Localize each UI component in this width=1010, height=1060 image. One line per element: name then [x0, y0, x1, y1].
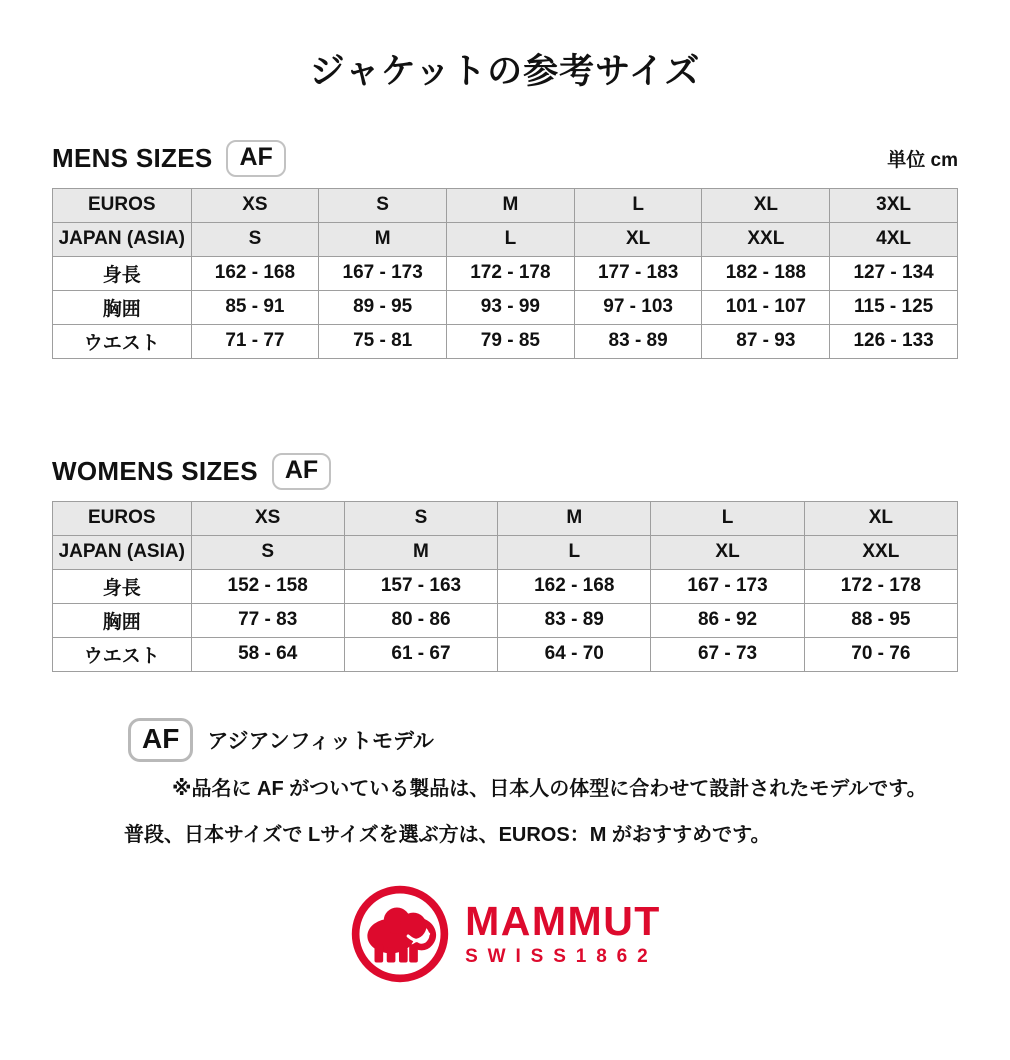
value-cell: 83 - 89	[498, 603, 651, 637]
value-cell: S	[191, 222, 319, 256]
value-cell: M	[319, 222, 447, 256]
size-header-row	[53, 222, 958, 256]
af-legend-row	[120, 718, 958, 762]
unit-label: 単位 cm	[887, 149, 958, 171]
value-cell: XXL	[702, 222, 830, 256]
value-cell: 167 - 173	[651, 569, 804, 603]
value-cell: 58 - 64	[191, 637, 344, 671]
womens-size-table	[52, 501, 958, 672]
row-label-cell: ウエスト	[53, 637, 192, 671]
value-cell: 83 - 89	[574, 324, 702, 358]
value-cell: 172 - 178	[804, 569, 957, 603]
value-cell: 157 - 163	[344, 569, 497, 603]
value-cell: 87 - 93	[702, 324, 830, 358]
row-label-cell: 胸囲	[53, 290, 192, 324]
value-cell: L	[574, 188, 702, 222]
footnote-note1: ※品名に AF がついている製品は、日本人の体型に合わせて設計されたモデルです。	[172, 777, 927, 800]
value-cell: 70 - 76	[804, 637, 957, 671]
value-cell: 85 - 91	[191, 290, 319, 324]
value-cell: 80 - 86	[344, 603, 497, 637]
value-cell: 88 - 95	[804, 603, 957, 637]
value-cell: 127 - 134	[830, 256, 958, 290]
value-cell: S	[344, 501, 497, 535]
value-cell: XL	[574, 222, 702, 256]
footnote-note2: 普段、日本サイズで Lサイズを選ぶ方は、EUROS：M がおすすめです。	[124, 823, 771, 846]
value-cell: 4XL	[830, 222, 958, 256]
value-cell: XS	[191, 188, 319, 222]
value-cell: M	[344, 535, 497, 569]
value-cell: 61 - 67	[344, 637, 497, 671]
value-cell: 152 - 158	[191, 569, 344, 603]
value-cell: 177 - 183	[574, 256, 702, 290]
value-cell: XL	[651, 535, 804, 569]
row-label-cell: 身長	[53, 256, 192, 290]
size-data-row	[53, 603, 958, 637]
row-label-cell: 身長	[53, 569, 192, 603]
mens-section	[52, 140, 958, 359]
mammut-mammoth-icon	[349, 883, 451, 985]
value-cell: XXL	[804, 535, 957, 569]
size-chart-page	[0, 50, 1010, 1060]
value-cell: 162 - 168	[498, 569, 651, 603]
logo-sub-text: SWISS1862	[465, 946, 658, 968]
value-cell: 89 - 95	[319, 290, 447, 324]
value-cell: 3XL	[830, 188, 958, 222]
mammut-wordmark	[465, 898, 661, 968]
mens-heading: MENS SIZES	[52, 142, 213, 173]
value-cell: 182 - 188	[702, 256, 830, 290]
value-cell: 162 - 168	[191, 256, 319, 290]
size-data-row	[53, 256, 958, 290]
value-cell: 64 - 70	[498, 637, 651, 671]
row-label-cell: JAPAN (ASIA)	[53, 222, 192, 256]
row-label-cell: EUROS	[53, 501, 192, 535]
row-label-cell: EUROS	[53, 188, 192, 222]
size-header-row	[53, 535, 958, 569]
value-cell: 75 - 81	[319, 324, 447, 358]
af-badge-legend: AF	[128, 718, 193, 762]
value-cell: S	[191, 535, 344, 569]
row-label-cell: ウエスト	[53, 324, 192, 358]
size-header-row	[53, 188, 958, 222]
mens-size-table	[52, 188, 958, 359]
value-cell: 126 - 133	[830, 324, 958, 358]
value-cell: 101 - 107	[702, 290, 830, 324]
value-cell: XL	[702, 188, 830, 222]
size-header-row	[53, 501, 958, 535]
value-cell: 93 - 99	[447, 290, 575, 324]
mammut-logo	[52, 883, 958, 985]
value-cell: 86 - 92	[651, 603, 804, 637]
page-title: ジャケットの参考サイズ	[309, 52, 701, 91]
value-cell: 167 - 173	[319, 256, 447, 290]
value-cell: 97 - 103	[574, 290, 702, 324]
value-cell: L	[447, 222, 575, 256]
value-cell: 71 - 77	[191, 324, 319, 358]
value-cell: 79 - 85	[447, 324, 575, 358]
value-cell: XL	[804, 501, 957, 535]
size-data-row	[53, 569, 958, 603]
value-cell: 172 - 178	[447, 256, 575, 290]
row-label-cell: 胸囲	[53, 603, 192, 637]
value-cell: L	[498, 535, 651, 569]
womens-section	[52, 453, 958, 672]
womens-heading: WOMENS SIZES	[52, 455, 258, 486]
value-cell: S	[319, 188, 447, 222]
row-label-cell: JAPAN (ASIA)	[53, 535, 192, 569]
value-cell: 115 - 125	[830, 290, 958, 324]
size-data-row	[53, 324, 958, 358]
size-data-row	[53, 637, 958, 671]
size-data-row	[53, 290, 958, 324]
af-badge-womens: AF	[272, 453, 331, 490]
af-badge-description: アジアンフィットモデル	[207, 729, 434, 753]
value-cell: M	[447, 188, 575, 222]
mens-section-header	[52, 140, 958, 177]
value-cell: L	[651, 501, 804, 535]
value-cell: XS	[191, 501, 344, 535]
af-badge-mens: AF	[226, 140, 285, 177]
logo-brand-text: MAMMUT	[465, 898, 661, 945]
value-cell: M	[498, 501, 651, 535]
value-cell: 67 - 73	[651, 637, 804, 671]
footnotes	[120, 718, 958, 847]
value-cell: 77 - 83	[191, 603, 344, 637]
womens-section-header	[52, 453, 958, 490]
